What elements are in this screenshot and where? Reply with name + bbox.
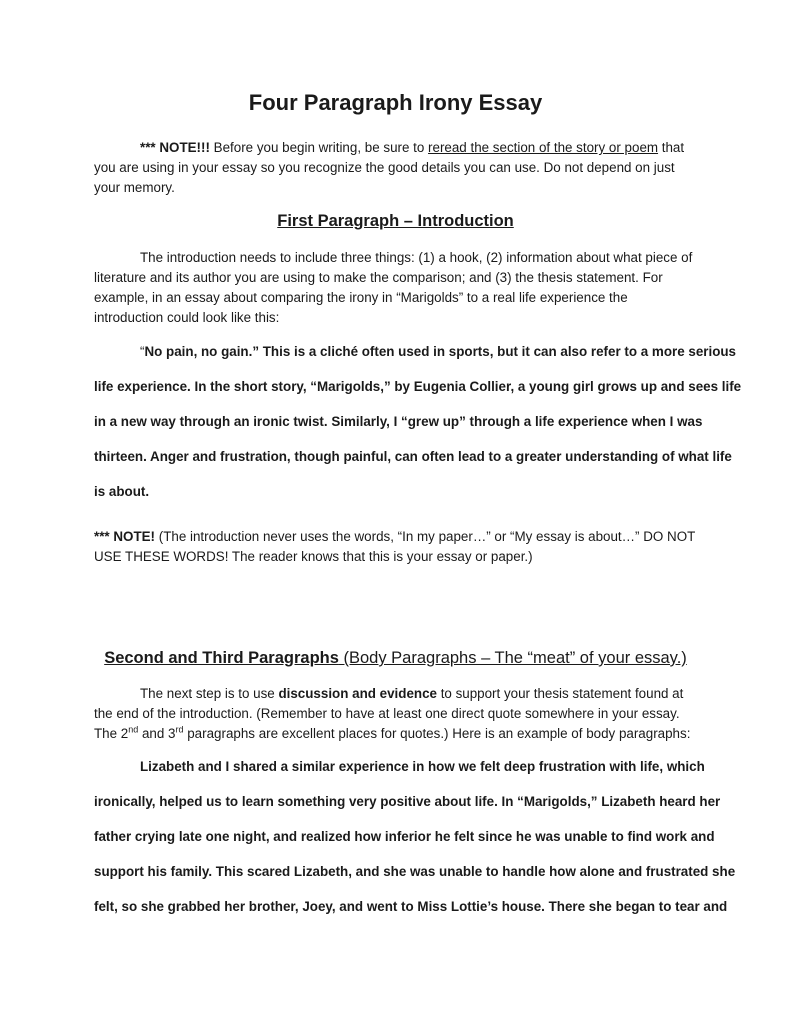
document-title: Four Paragraph Irony Essay — [248, 90, 543, 115]
body-instructions: The next step is to use discussion and evidence to support your thesis statement found at the end of the introduction. (Remember to have at least one direct quote somewhere in your essay. The 2nd and 3rd paragraphs are excellent places for quotes.) Here is an example of body paragraphs: — [94, 686, 691, 741]
note-text-after: that you are using in your essay so you recognize the good details you can use. Do not depend on just your memory. — [94, 140, 685, 195]
introduction-note — [94, 527, 699, 567]
note-label: *** NOTE!!! — [140, 140, 210, 155]
example-line: Lizabeth and I shared a similar experience in how we felt deep frustration with life, which — [140, 759, 705, 774]
example-line: life experience. In the short story, “Marigolds,” by Eugenia Collier, a young girl grows up and sees life — [94, 379, 742, 394]
intro-note — [94, 138, 699, 198]
example-line: “No pain, no gain.” This is a cliché often used in sports, but it can also refer to a more serious — [140, 344, 737, 359]
introduction-instructions: The introduction needs to include three things: (1) a hook, (2) information about what piece of literature and its author you are using to make the comparison; and (3) the thesis statement. For example, in an essay about comparing the irony in “Marigolds” to a real life experience the introduction could look like this: — [94, 250, 693, 325]
section-heading-introduction: First Paragraph – Introduction — [277, 212, 514, 230]
note-label: *** NOTE! — [94, 529, 156, 544]
section-heading-body: Second and Third Paragraphs (Body Paragraphs – The “meat” of your essay.) — [104, 649, 687, 667]
note-text: (The introduction never uses the words, “In my paper…” or “My essay is about…” DO NOT USE THESE WORDS! The reader knows that this is your essay or paper.) — [94, 529, 696, 564]
example-line: thirteen. Anger and frustration, though painful, can often lead to a greater understanding of what life — [94, 449, 732, 464]
example-line: support his family. This scared Lizabeth, and she was unable to handle how alone and frustrated she — [94, 864, 736, 879]
body-example — [94, 757, 736, 932]
example-line: is about. — [94, 484, 150, 499]
example-line: ironically, helped us to learn something very positive about life. In “Marigolds,” Lizabeth heard her — [94, 794, 721, 809]
note-underlined-text: reread the section of the story or poem — [428, 140, 659, 155]
introduction-example — [94, 342, 742, 517]
example-line: in a new way through an ironic twist. Similarly, I “grew up” through a life experience when I was — [94, 414, 703, 429]
example-line: father crying late one night, and realized how inferior he felt since he was unable to find work and — [94, 829, 715, 844]
note-text-before: Before you begin writing, be sure to — [209, 140, 429, 155]
example-line: felt, so she grabbed her brother, Joey, and went to Miss Lottie’s house. There she began to tear and — [94, 899, 728, 914]
